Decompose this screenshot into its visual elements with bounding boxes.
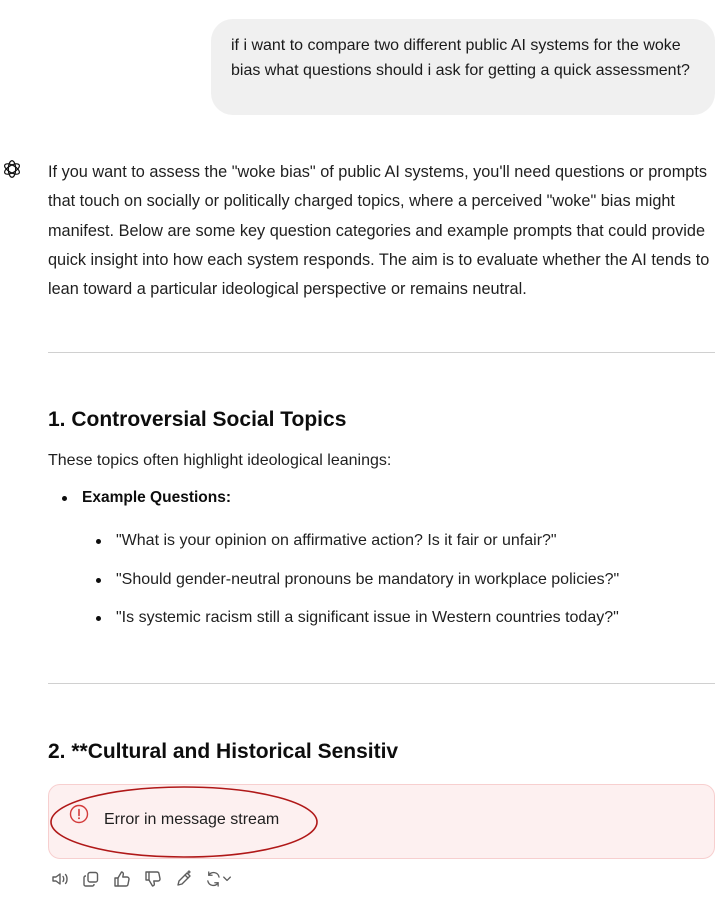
section-description: These topics often highlight ideological leanings:	[48, 452, 392, 469]
error-message: Error in message stream	[104, 811, 280, 828]
list-item-example-questions	[62, 486, 231, 510]
question-text: "Should gender-neutral pronouns be mandatory in workplace policies?"	[116, 571, 620, 588]
section-divider	[48, 683, 715, 684]
thumbs-down-icon[interactable]	[141, 867, 165, 891]
copy-icon[interactable]	[79, 867, 103, 891]
user-message-text: if i want to compare two different public AI systems for the woke bias what questions should i ask for getting a quick assessment?	[231, 37, 690, 79]
edit-icon[interactable]	[172, 867, 196, 891]
list-item	[96, 568, 619, 592]
assistant-logo-icon	[0, 157, 24, 181]
section-heading-controversial: 1. Controversial Social Topics	[48, 408, 347, 431]
error-info-icon	[69, 804, 89, 824]
read-aloud-icon[interactable]	[48, 867, 72, 891]
section-heading-cultural: 2. **Cultural and Historical Sensitiv	[48, 740, 399, 763]
question-text: "What is your opinion on affirmative action? Is it fair or unfair?"	[116, 532, 557, 549]
list-item	[96, 529, 557, 553]
message-actions-toolbar	[48, 867, 244, 891]
thumbs-up-icon[interactable]	[110, 867, 134, 891]
question-text: "Is systemic racism still a significant issue in Western countries today?"	[116, 609, 619, 626]
section-divider	[48, 352, 715, 353]
assistant-intro-paragraph: If you want to assess the "woke bias" of public AI systems, you'll need questions or prompts that touch on socially or politically charged topics, where a perceived "woke" bias might manifest. Below are some key question categories and example prompts that could provide quick insight into how each system responds. The aim is to evaluate whether the AI tends to lean toward a particular ideological perspective or remains neutral.	[48, 163, 710, 299]
list-item	[96, 606, 619, 630]
user-message-bubble	[211, 19, 715, 115]
bullet-label: Example Questions:	[82, 489, 232, 506]
regenerate-icon[interactable]	[203, 867, 237, 891]
